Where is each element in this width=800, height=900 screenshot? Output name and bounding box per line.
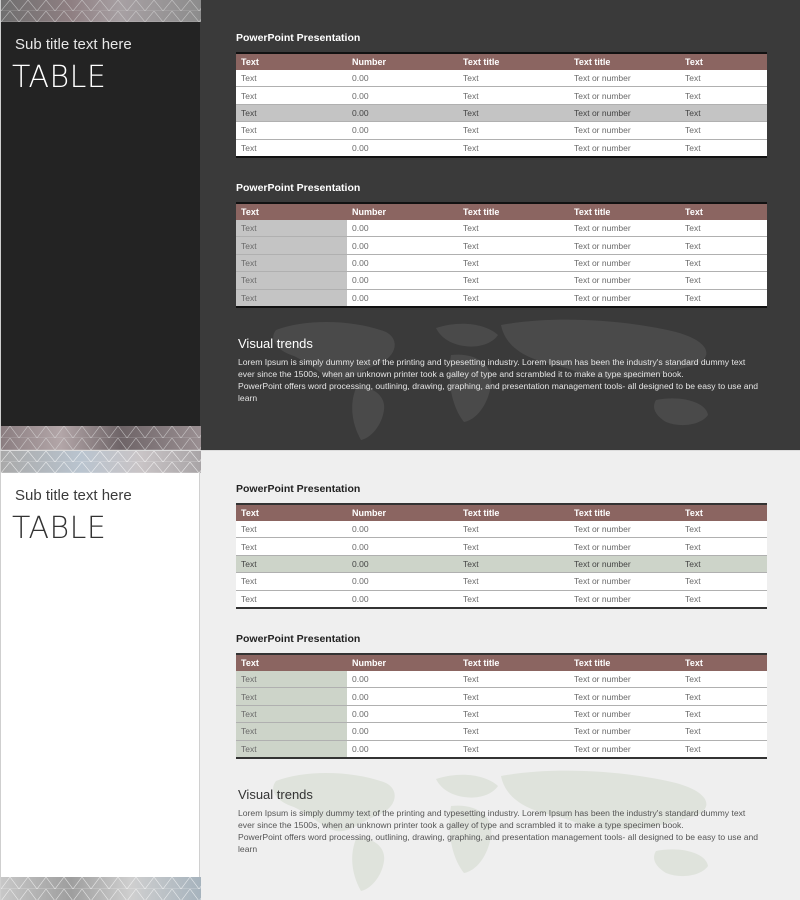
column-header: Text (236, 53, 347, 70)
table-cell: Text (458, 289, 569, 307)
column-header: Text (680, 203, 767, 220)
visual-trends-body (238, 808, 763, 856)
table-cell: Text (680, 272, 767, 289)
table-cell: Text (458, 521, 569, 538)
column-header: Text title (458, 504, 569, 521)
column-header: Text title (458, 53, 569, 70)
table-cell: Text or number (569, 220, 680, 237)
column-header: Text (236, 654, 347, 671)
column-header: Number (347, 203, 458, 220)
table-row (236, 220, 767, 237)
table-cell: Text or number (569, 671, 680, 688)
table-cell: Text (236, 87, 347, 104)
table-cell: Text (236, 555, 347, 572)
table-cell: 0.00 (347, 139, 458, 157)
table-caption: PowerPoint Presentation (236, 182, 361, 194)
table-caption: PowerPoint Presentation (236, 32, 361, 44)
table-cell: Text (236, 521, 347, 538)
table-cell: Text (458, 671, 569, 688)
table-cell: Text or number (569, 555, 680, 572)
table-cell: Text or number (569, 705, 680, 722)
column-header: Text (680, 504, 767, 521)
table-header-row (236, 203, 767, 220)
table-cell: 0.00 (347, 87, 458, 104)
table-cell: 0.00 (347, 590, 458, 608)
table-cell: 0.00 (347, 220, 458, 237)
table-cell: Text (236, 538, 347, 555)
column-header: Number (347, 53, 458, 70)
table-cell: 0.00 (347, 573, 458, 590)
table-row (236, 237, 767, 254)
visual-trends-paragraph: Lorem Ipsum is simply dummy text of the printing and typesetting industry. Lorem Ipsum has been the industry's standard dummy text ever since the 1500s, when an unknown printer took a galley of type and scrambled it to make a type specimen book. (238, 357, 746, 379)
table-cell: Text (236, 705, 347, 722)
table-cell: Text (680, 237, 767, 254)
table-cell: Text (680, 87, 767, 104)
table-cell: 0.00 (347, 705, 458, 722)
table-row (236, 573, 767, 590)
table-row-highlighted (236, 104, 767, 121)
table-cell: Text or number (569, 139, 680, 157)
column-header: Number (347, 654, 458, 671)
table-caption: PowerPoint Presentation (236, 633, 361, 645)
table-cell: Text (458, 740, 569, 758)
table-cell: Text or number (569, 237, 680, 254)
table-row-highlighted (236, 555, 767, 572)
table-row (236, 538, 767, 555)
table-cell: Text (458, 555, 569, 572)
table-row (236, 87, 767, 104)
table-cell: Text (236, 104, 347, 121)
table-cell: Text (458, 688, 569, 705)
table-row (236, 688, 767, 705)
table-cell: 0.00 (347, 104, 458, 121)
table-cell: Text (458, 87, 569, 104)
table-cell: Text (236, 590, 347, 608)
visual-trends-body (238, 357, 763, 405)
side-panel (0, 451, 200, 900)
table-cell: Text or number (569, 104, 680, 121)
table-cell: 0.00 (347, 538, 458, 555)
table-row (236, 139, 767, 157)
subtitle: Sub title text here (15, 36, 132, 53)
column-header: Text (680, 654, 767, 671)
table-cell: Text (236, 139, 347, 157)
table-row (236, 590, 767, 608)
triangle-pattern-band-top (1, 451, 201, 473)
table-cell: Text (236, 723, 347, 740)
data-table (236, 653, 767, 759)
table-cell: Text (680, 740, 767, 758)
table-cell: Text or number (569, 538, 680, 555)
table-cell: Text (236, 740, 347, 758)
table-cell: Text or number (569, 521, 680, 538)
slide-title: TABLE (12, 511, 107, 546)
triangle-pattern-band-top (1, 0, 201, 22)
table-cell: Text (680, 139, 767, 157)
table-row (236, 289, 767, 307)
table-cell: Text (236, 688, 347, 705)
table-cell: Text (680, 254, 767, 271)
table-cell: 0.00 (347, 688, 458, 705)
table-cell: Text (680, 289, 767, 307)
table-cell: Text (236, 671, 347, 688)
visual-trends-title: Visual trends (238, 787, 313, 802)
table-row (236, 521, 767, 538)
table-cell: Text (236, 122, 347, 139)
table-row (236, 671, 767, 688)
column-header: Text title (569, 504, 680, 521)
table-cell: Text (236, 272, 347, 289)
visual-trends-paragraph: Lorem Ipsum is simply dummy text of the printing and typesetting industry. Lorem Ipsum has been the industry's standard dummy text ever since the 1500s, when an unknown printer took a galley of type and scrambled it to make a type specimen book. (238, 808, 746, 830)
table-caption: PowerPoint Presentation (236, 483, 361, 495)
table-cell: Text (236, 237, 347, 254)
table-cell: Text (458, 122, 569, 139)
column-header: Text (236, 203, 347, 220)
table-cell: Text (458, 590, 569, 608)
table-cell: Text (680, 122, 767, 139)
table-cell: Text (458, 705, 569, 722)
table-cell: Text or number (569, 740, 680, 758)
table-cell: Text (680, 538, 767, 555)
table-cell: Text (458, 573, 569, 590)
column-header: Text title (458, 203, 569, 220)
column-header: Text title (569, 53, 680, 70)
table-cell: Text (680, 573, 767, 590)
table-cell: Text (680, 671, 767, 688)
slide-light (0, 450, 800, 900)
table-row (236, 122, 767, 139)
column-header: Text title (569, 654, 680, 671)
table-cell: 0.00 (347, 237, 458, 254)
table-cell: Text (458, 220, 569, 237)
table-cell: Text or number (569, 573, 680, 590)
table-cell: 0.00 (347, 272, 458, 289)
column-header: Number (347, 504, 458, 521)
table-cell: Text or number (569, 70, 680, 87)
table-cell: Text (458, 70, 569, 87)
table-cell: Text (236, 70, 347, 87)
table-cell: Text (458, 254, 569, 271)
slide-title: TABLE (12, 60, 107, 95)
table-cell: Text (458, 139, 569, 157)
table-cell: Text (458, 104, 569, 121)
column-header: Text (236, 504, 347, 521)
table-row (236, 723, 767, 740)
triangle-pattern-band-bottom (1, 426, 201, 450)
table-cell: Text (680, 688, 767, 705)
subtitle: Sub title text here (15, 487, 132, 504)
data-table (236, 52, 767, 158)
visual-trends-paragraph: PowerPoint offers word processing, outlining, drawing, graphing, and presentation management tools- all designed to be easy to use and learn (238, 381, 759, 403)
table-cell: Text (680, 705, 767, 722)
table-header-row (236, 504, 767, 521)
table-header-row (236, 654, 767, 671)
table-cell: Text (458, 272, 569, 289)
table-cell: Text or number (569, 254, 680, 271)
table-cell: Text or number (569, 87, 680, 104)
table-cell: Text or number (569, 122, 680, 139)
table-row (236, 70, 767, 87)
table-cell: 0.00 (347, 671, 458, 688)
table-cell: Text or number (569, 688, 680, 705)
table-cell: 0.00 (347, 723, 458, 740)
table-cell: Text (458, 723, 569, 740)
table-cell: Text (236, 289, 347, 307)
data-table (236, 202, 767, 308)
visual-trends-title: Visual trends (238, 336, 313, 351)
table-cell: Text (236, 254, 347, 271)
table-row (236, 272, 767, 289)
table-header-row (236, 53, 767, 70)
column-header: Text title (458, 654, 569, 671)
table-cell: Text (458, 237, 569, 254)
table-cell: 0.00 (347, 521, 458, 538)
table-row (236, 740, 767, 758)
table-cell: Text or number (569, 590, 680, 608)
table-cell: Text (680, 220, 767, 237)
table-cell: 0.00 (347, 122, 458, 139)
column-header: Text title (569, 203, 680, 220)
column-header: Text (680, 53, 767, 70)
table-cell: 0.00 (347, 555, 458, 572)
table-cell: Text or number (569, 723, 680, 740)
table-cell: Text (236, 220, 347, 237)
table-cell: Text or number (569, 289, 680, 307)
table-cell: Text (680, 590, 767, 608)
triangle-pattern-band-bottom (1, 877, 201, 900)
visual-trends-paragraph: PowerPoint offers word processing, outlining, drawing, graphing, and presentation management tools- all designed to be easy to use and learn (238, 832, 759, 854)
table-cell: Text (236, 573, 347, 590)
table-cell: 0.00 (347, 740, 458, 758)
table-cell: 0.00 (347, 70, 458, 87)
table-cell: Text or number (569, 272, 680, 289)
table-cell: Text (458, 538, 569, 555)
table-cell: Text (680, 521, 767, 538)
table-row (236, 254, 767, 271)
table-cell: Text (680, 70, 767, 87)
table-cell: Text (680, 723, 767, 740)
table-cell: 0.00 (347, 254, 458, 271)
table-row (236, 705, 767, 722)
side-panel (0, 0, 200, 450)
table-cell: Text (680, 555, 767, 572)
data-table (236, 503, 767, 609)
table-cell: Text (680, 104, 767, 121)
table-cell: 0.00 (347, 289, 458, 307)
